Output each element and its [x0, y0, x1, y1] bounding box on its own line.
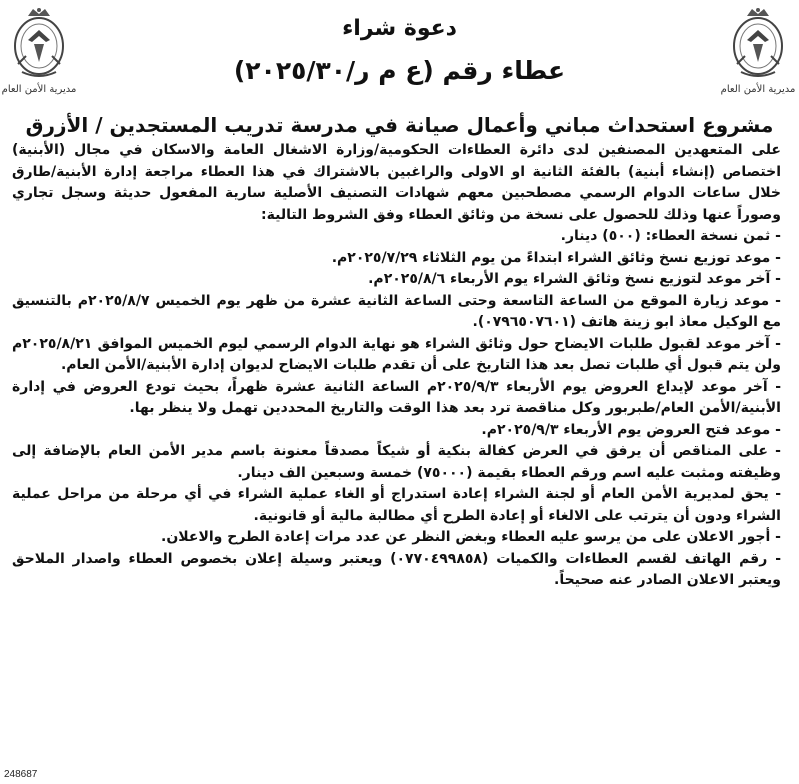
conditions-list [12, 226, 781, 592]
intro-paragraph: على المتعهدين المصنفين لدى دائرة العطاءات الحكومية/وزارة الاشغال العامة والاسكان في مجال (الأبنية) اختصاص (إنشاء أبنية) بالفئة الثانية او الاولى والراغبين بالاشتراك في هذا العطاء مراجعة إدارة الأبنية/طارق خلال ساعات الدوام الرسمي مصطحبين معهم شهادات التصنيف الأصلية سارية المفعول حديثة وسجل تجاري وصوراً عنها وذلك للحصول على نسخة من وثائق العطاء وفق الشروط التالية: [12, 142, 781, 223]
condition-item: - موعد زيارة الموقع من الساعة التاسعة وحتى الساعة الثانية عشرة من ظهر يوم الخميس ٢٠٢٥/٨/٧م بالتنسيق مع الوكيل معاذ ابو زينة هاتف (٠٧٩٦٥٠٧٦٠١). [12, 291, 781, 334]
condition-item: - ثمن نسخة العطاء: (٥٠٠) دينار. [12, 226, 781, 248]
reference-number: 248687 [4, 769, 38, 780]
condition-item: - على المناقص أن يرفق في العرض كفالة بنكية أو شيكاً مصدقاً معنونة باسم مدير الأمن العام بالإضافة إلى وظيفته ومثبت عليه اسم ورقم العطاء بقيمة (٧٥٠٠٠) خمسة وسبعين الف دينار. [12, 441, 781, 484]
emblem-caption: مديرية الأمن العام [1, 84, 77, 95]
condition-item: - موعد فتح العروض يوم الأربعاء ٢٠٢٥/٩/٣م. [12, 420, 781, 442]
emblem-caption: مديرية الأمن العام [720, 84, 796, 95]
announcement-body [12, 140, 781, 592]
condition-item: - رقم الهاتف لقسم العطاءات والكميات (٠٧٧٠٤٩٩٨٥٨) ويعتبر وسيلة إعلان بخصوص العطاء واصدار الملاحق ويعتبر الاعلان الصادر عنه صحيحاً. [12, 549, 781, 592]
condition-item: - موعد توزيع نسخ وثائق الشراء ابتداءً من يوم الثلاثاء ٢٠٢٥/٧/٢٩م. [12, 248, 781, 270]
header [90, 8, 709, 90]
tender-number: عطاء رقم (ع م ر/٢٠٢٥/٣٠) [233, 56, 566, 85]
crown-eagle-emblem-icon [8, 6, 70, 82]
crown-eagle-emblem-icon [727, 6, 789, 82]
condition-item: - أجور الاعلان على من يرسو عليه العطاء وبغض النظر عن عدد مرات إعادة الطرح والاعلان. [12, 527, 781, 549]
condition-item: - آخر موعد لإيداع العروض يوم الأربعاء ٢٠٢٥/٩/٣م الساعة الثانية عشرة ظهراً، بحيث تودع العروض في إدارة الأبنية/الأمن العام/طبربور وكل مناقصة ترد بعد هذا الوقت والتاريخ المحددين تهمل ولا ينظر بها. [12, 377, 781, 420]
public-security-emblem-right [720, 6, 796, 106]
public-security-emblem-left [1, 6, 77, 106]
page-title: دعوة شراء [342, 16, 457, 41]
condition-item: - يحق لمديرية الأمن العام أو لجنة الشراء إعادة استدراج أو الغاء عملية الشراء في أي مرحلة من مراحل عملية الشراء ودون أن يترتب على الالغاء أو إعادة الطرح أي مطالبة مالية أو قانونية. [12, 484, 781, 527]
project-title: مشروع استحداث مباني وأعمال صيانة في مدرسة تدريب المستجدين / الأزرق [25, 113, 774, 137]
condition-item: - آخر موعد لقبول طلبات الايضاح حول وثائق الشراء هو نهاية الدوام الرسمي ليوم الخميس الموافق ٢٠٢٥/٨/٢١م ولن يتم قبول أي طلبات تصل بعد هذا التاريخ على أن تقدم طلبات الايضاح لديوان إدارة الأبنية/الأمن العام. [12, 334, 781, 377]
condition-item: - آخر موعد لتوزيع نسخ وثائق الشراء يوم الأربعاء ٢٠٢٥/٨/٦م. [12, 269, 781, 291]
